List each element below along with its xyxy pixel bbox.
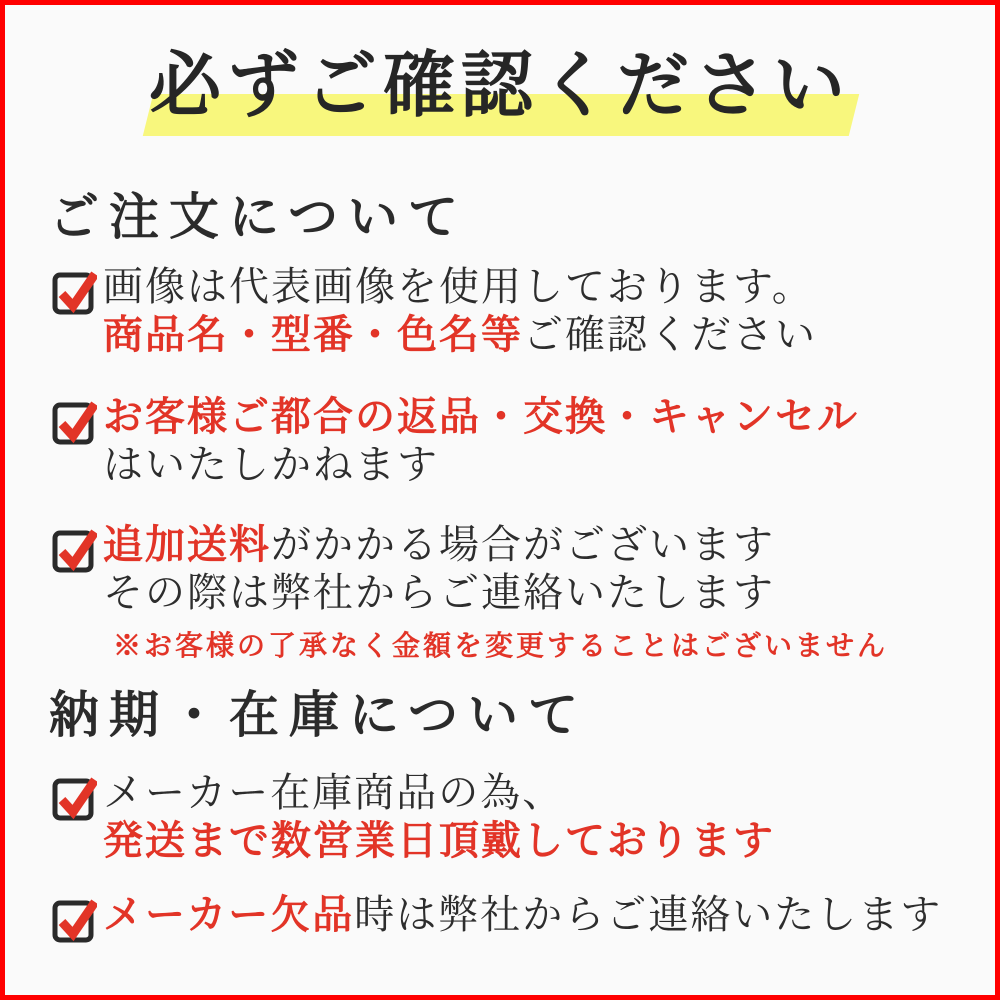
page-title: 必ずご確認ください bbox=[148, 42, 851, 127]
notice-item-no-returns bbox=[51, 393, 859, 489]
section-heading-order: ご注文について bbox=[49, 187, 468, 246]
item-text bbox=[103, 769, 775, 865]
item-note: ※お客様の了承なく金額を変更することはございません bbox=[113, 629, 889, 662]
item-text-red: お客様ご都合の返品・交換・キャンセル bbox=[103, 393, 859, 440]
item-line bbox=[103, 891, 942, 939]
item-text-black: メーカー在庫商品の為、 bbox=[103, 770, 565, 816]
checkbox-checked-icon bbox=[51, 523, 97, 573]
checkbox-checked-icon bbox=[51, 395, 97, 445]
item-line bbox=[103, 311, 817, 359]
item-text-red: 発送まで数営業日頂戴しております bbox=[103, 817, 775, 864]
item-line bbox=[103, 393, 859, 441]
item-text-black: はいたしかねます bbox=[103, 442, 439, 488]
item-text-red: 追加送料 bbox=[103, 521, 271, 568]
item-text-black: 画像は代表画像を使用しております。 bbox=[103, 264, 814, 310]
item-text-black: がかかる場合がございます bbox=[271, 522, 775, 568]
item-line bbox=[103, 521, 888, 569]
item-line bbox=[103, 569, 888, 617]
item-line bbox=[103, 817, 775, 865]
section-heading-stock: 納期・在庫について bbox=[49, 685, 588, 744]
notice-item-maker-shortage bbox=[51, 891, 942, 943]
item-text bbox=[103, 891, 942, 939]
item-text-red: メーカー欠品 bbox=[103, 891, 355, 938]
notice-item-maker-stock bbox=[51, 769, 775, 865]
item-line bbox=[103, 769, 775, 817]
checkbox-checked-icon bbox=[51, 265, 97, 315]
item-text-black: その際は弊社からご連絡いたします bbox=[103, 570, 775, 616]
notice-item-extra-shipping bbox=[51, 521, 888, 663]
checkbox-checked-icon bbox=[51, 771, 97, 821]
title-block bbox=[5, 5, 995, 155]
item-line bbox=[103, 263, 817, 311]
item-line bbox=[103, 441, 859, 489]
item-text-black: ご確認ください bbox=[523, 312, 817, 358]
item-text bbox=[103, 521, 888, 663]
item-text-black: 時は弊社からご連絡いたします bbox=[354, 892, 943, 938]
notice-item-representative-image bbox=[51, 263, 817, 359]
item-text bbox=[103, 263, 817, 359]
checkbox-checked-icon bbox=[51, 893, 97, 943]
item-text-red: 商品名・型番・色名等 bbox=[103, 311, 523, 358]
item-text bbox=[103, 393, 859, 489]
